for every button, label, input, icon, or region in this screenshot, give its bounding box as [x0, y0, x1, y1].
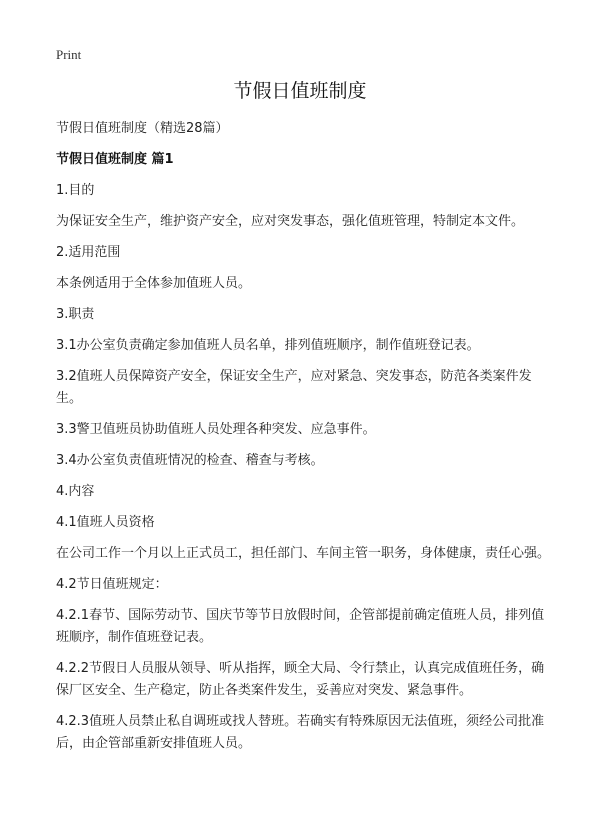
paragraph-purpose: 为保证安全生产，维护资产安全，应对突发事态，强化值班管理，特制定本文件。 — [56, 214, 525, 229]
paragraph-duty-3-2: 3.2值班人员保障资产安全，保证安全生产，应对紧急、突发事态，防范各类案件发生。 — [56, 369, 532, 406]
paragraph-duty-3-3: 3.3警卫值班员协助值班人员处理各种突发、应急事件。 — [56, 422, 376, 437]
paragraph-4-2-heading: 4.2节日值班规定： — [56, 577, 168, 592]
document-body — [56, 118, 550, 764]
paragraph-scope: 本条例适用于全体参加值班人员。 — [56, 276, 252, 291]
paragraph-scope-heading: 2.适用范围 — [56, 245, 121, 260]
paragraph-rule-4-2-3: 4.2.3值班人员禁止私自调班或找人替班。若确实有特殊原因无法值班，须经公司批准后，由企管部重新安排值班人员。 — [56, 714, 545, 751]
paragraph-qualification: 在公司工作一个月以上正式员工，担任部门、车间主管一职务，身体健康，责任心强。 — [56, 546, 551, 561]
paragraph-duty-3-4: 3.4办公室负责值班情况的检查、稽查与考核。 — [56, 453, 324, 468]
paragraph-rule-4-2-1: 4.2.1春节、国际劳动节、国庆节等节日放假时间，企管部提前确定值班人员，排列值班顺序，制作值班登记表。 — [56, 608, 545, 645]
section-heading: 节假日值班制度 篇1 — [56, 152, 174, 167]
paragraph-purpose-heading: 1.目的 — [56, 183, 95, 198]
paragraph-rule-4-2-2: 4.2.2节假日人员服从领导、听从指挥，顾全大局、令行禁止，认真完成值班任务，确保厂区安全、生产稳定，防止各类案件发生，妥善应对突发、紧急事件。 — [56, 661, 545, 698]
page-title: 节假日值班制度 — [233, 80, 367, 102]
subtitle-paragraph: 节假日值班制度（精选28篇） — [56, 121, 229, 136]
paragraph-duties-heading: 3.职责 — [56, 307, 95, 322]
paragraph-duty-3-1: 3.1办公室负责确定参加值班人员名单，排列值班顺序，制作值班登记表。 — [56, 338, 480, 353]
paragraph-4-1-heading: 4.1值班人员资格 — [56, 515, 155, 530]
paragraph-content-heading: 4.内容 — [56, 484, 95, 499]
print-link[interactable]: Print — [56, 47, 82, 62]
